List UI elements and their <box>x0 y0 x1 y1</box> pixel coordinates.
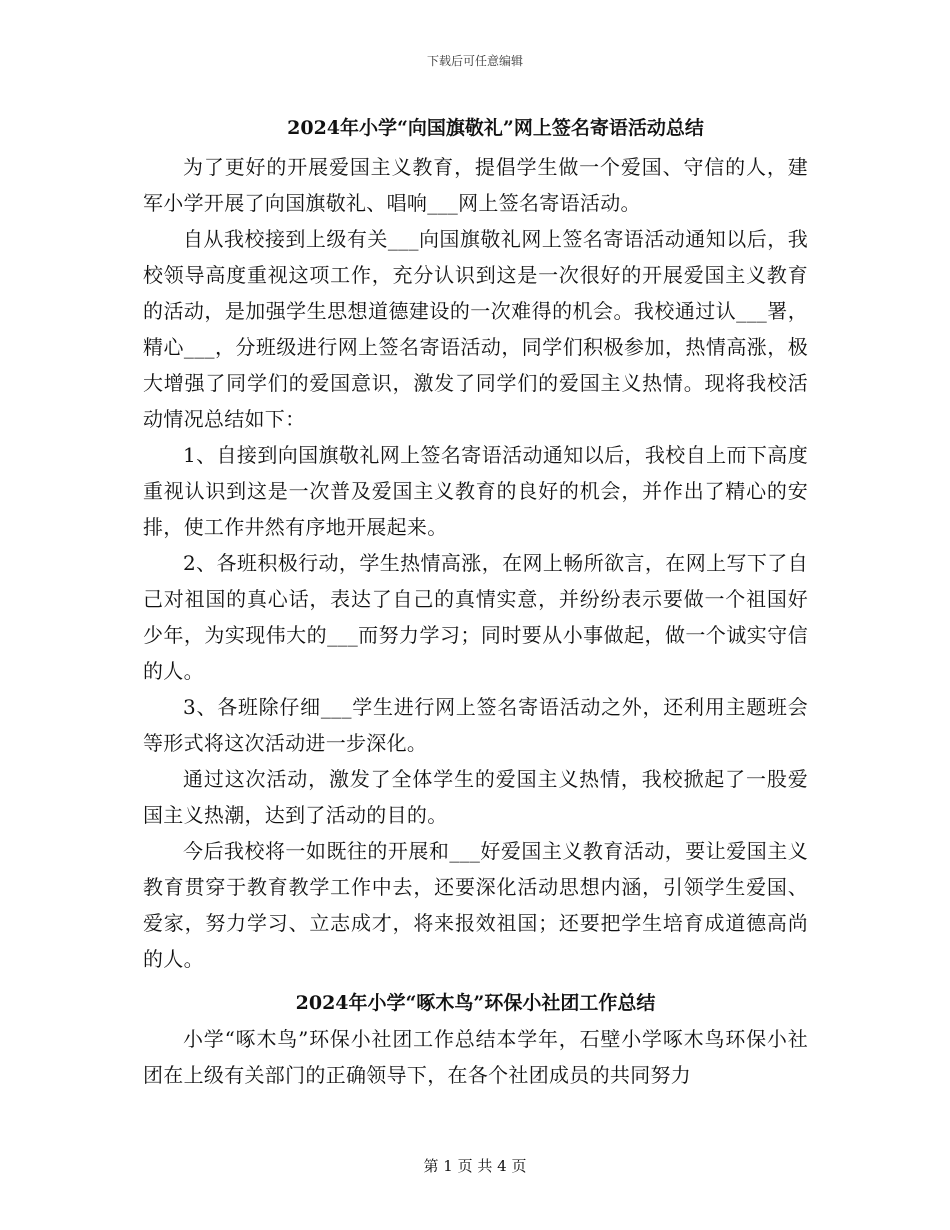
paragraph: 自从我校接到上级有关___向国旗敬礼网上签名寄语活动通知以后，我校领导高度重视这项工作，充分认识到这是一次很好的开展爱国主义教育的活动，是加强学生思想道德建设的一次难得的机会。我校通过认___署，精心___，分班级进行网上签名寄语活动，同学们积极参加，热情高涨，极大增强了同学们的爱国意识，激发了同学们的爱国主义热情。现将我校活动情况总结如下： <box>143 227 808 431</box>
section-title: 2024年小学“啄木鸟”环保小社团工作总结 <box>295 992 656 1014</box>
paragraph: 2、各班积极行动，学生热情高涨，在网上畅所欲言，在网上写下了自己对祖国的真心话，表达了自己的真情实意，并纷纷表示要做一个祖国好少年，为实现伟大的___而努力学习；同时要从小事做起，做一个诚实守信的人。 <box>143 551 808 683</box>
paragraph: 为了更好的开展爱国主义教育，提倡学生做一个爱国、守信的人，建军小学开展了向国旗敬礼、唱响___网上签名寄语活动。 <box>143 155 808 215</box>
page-header: 下载后可任意编辑 <box>426 54 523 68</box>
paragraph: 3、各班除仔细___学生进行网上签名寄语活动之外，还利用主题班会等形式将这次活动进一步深化。 <box>143 695 808 755</box>
document-body <box>143 110 808 1093</box>
paragraph: 通过这次活动，激发了全体学生的爱国主义热情，我校掀起了一股爱国主义热潮，达到了活动的目的。 <box>143 767 808 827</box>
section-title: 2024年小学“向国旗敬礼”网上签名寄语活动总结 <box>287 117 704 139</box>
paragraph: 今后我校将一如既往的开展和___好爱国主义教育活动，要让爱国主义教育贯穿于教育教学工作中去，还要深化活动思想内涵，引领学生爱国、爱家，努力学习、立志成才，将来报效祖国；还要把学生培育成道德高尚的人。 <box>143 839 808 971</box>
paragraph: 1、自接到向国旗敬礼网上签名寄语活动通知以后，我校自上而下高度重视认识到这是一次普及爱国主义教育的良好的机会，并作出了精心的安排，使工作井然有序地开展起来。 <box>143 443 808 539</box>
page-number: 第 1 页 共 4 页 <box>423 1157 527 1175</box>
paragraph: 小学“啄木鸟”环保小社团工作总结本学年，石壁小学啄木鸟环保小社团在上级有关部门的正确领导下，在各个社团成员的共同努力 <box>143 1027 808 1087</box>
